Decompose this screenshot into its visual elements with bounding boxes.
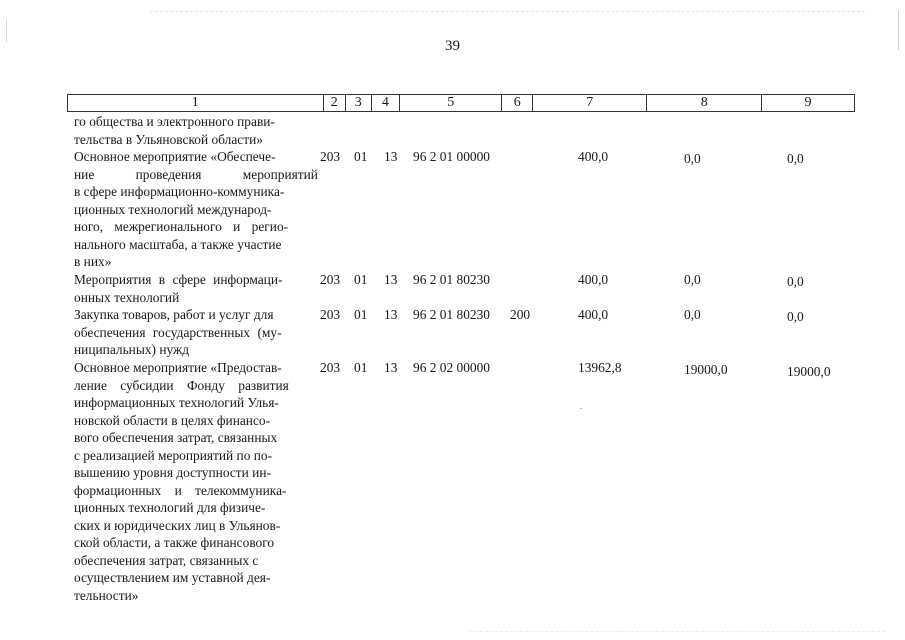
description-line: формационных и телекоммуника- bbox=[74, 482, 287, 498]
cell-col-5: 96 2 01 00000 bbox=[413, 149, 490, 164]
table-row bbox=[0, 113, 905, 147]
description-line: ного, межрегионального и регио- bbox=[74, 219, 289, 234]
scan-speck bbox=[580, 408, 582, 409]
cell-col-9: 0,0 bbox=[787, 151, 804, 166]
header-col-3: 3 bbox=[346, 95, 372, 112]
description-line: Основное мероприятие «Обеспече- bbox=[74, 149, 276, 164]
cell-col-5: 96 2 02 00000 bbox=[413, 360, 490, 375]
cell-col-3: 01 bbox=[354, 272, 368, 287]
scan-artifact-top bbox=[150, 11, 865, 12]
cell-col-4: 13 bbox=[384, 272, 398, 287]
cell-col-8: 19000,0 bbox=[684, 362, 728, 377]
cell-col-7: 400,0 bbox=[578, 272, 609, 287]
description-line: Закупка товаров, работ и услуг для bbox=[74, 307, 274, 322]
table-body bbox=[0, 113, 905, 603]
description-line: ционных технологий международ- bbox=[74, 201, 272, 217]
cell-col-4: 13 bbox=[384, 307, 398, 322]
description-line: вого обеспечения затрат, связанных bbox=[74, 430, 278, 445]
description-line: ской области, а также финансового bbox=[74, 535, 275, 550]
header-col-7: 7 bbox=[533, 95, 647, 112]
cell-col-3: 01 bbox=[354, 307, 368, 322]
cell-col-9: 19000,0 bbox=[787, 364, 831, 379]
cell-col-2: 203 bbox=[320, 149, 341, 164]
row-description bbox=[74, 306, 310, 359]
cell-col-8: 0,0 bbox=[684, 151, 701, 166]
header-col-5: 5 bbox=[400, 95, 502, 112]
page-number: 39 bbox=[445, 38, 460, 54]
header-col-6: 6 bbox=[502, 95, 533, 112]
description-line: тельности» bbox=[74, 587, 139, 603]
cell-col-8: 0,0 bbox=[684, 307, 701, 322]
table-row bbox=[0, 148, 905, 271]
description-line: новской области в целях финансо- bbox=[74, 412, 271, 428]
description-line: онных технологий bbox=[74, 289, 180, 305]
table-row bbox=[0, 359, 905, 603]
cell-col-9: 0,0 bbox=[787, 309, 804, 324]
cell-col-7: 400,0 bbox=[578, 149, 609, 164]
row-description bbox=[74, 113, 310, 148]
cell-col-9: 0,0 bbox=[787, 274, 804, 289]
description-line: ние проведения мероприятий bbox=[74, 166, 318, 182]
header-col-8: 8 bbox=[647, 95, 761, 112]
cell-col-8: 0,0 bbox=[684, 272, 701, 287]
cell-col-3: 01 bbox=[354, 149, 368, 164]
cell-col-7: 13962,8 bbox=[578, 360, 622, 375]
description-line: ление субсидии Фонду развития bbox=[74, 377, 289, 393]
table-row bbox=[0, 306, 905, 359]
description-line: ниципальных) нужд bbox=[74, 342, 190, 357]
header-col-2: 2 bbox=[323, 95, 345, 112]
cell-col-4: 13 bbox=[384, 360, 398, 375]
description-line: Основное мероприятие «Предостав- bbox=[74, 360, 282, 375]
cell-col-6: 200 bbox=[510, 307, 531, 322]
description-line: го общества и электронного прави- bbox=[74, 114, 275, 129]
description-line: ских и юридических лиц в Ульянов- bbox=[74, 517, 281, 533]
cell-col-4: 13 bbox=[384, 149, 398, 164]
description-line: в сфере информационно-коммуника- bbox=[74, 184, 285, 199]
row-description bbox=[74, 271, 310, 306]
description-line: информационных технологий Улья- bbox=[74, 395, 279, 410]
description-line: ционных технологий для физиче- bbox=[74, 500, 266, 515]
cell-col-5: 96 2 01 80230 bbox=[413, 272, 490, 287]
description-line: вышению уровня доступности ин- bbox=[74, 465, 271, 480]
description-line: обеспечения государственных (му- bbox=[74, 324, 282, 340]
cell-col-2: 203 bbox=[320, 272, 341, 287]
description-line: Мероприятия в сфере информаци- bbox=[74, 272, 283, 287]
cell-col-5: 96 2 01 80230 bbox=[413, 307, 490, 322]
description-line: тельства в Ульяновской области» bbox=[74, 131, 263, 147]
description-line: в них» bbox=[74, 254, 112, 269]
description-line: с реализацией мероприятий по по- bbox=[74, 447, 273, 463]
cell-col-2: 203 bbox=[320, 307, 341, 322]
description-line: нального масштаба, а также участие bbox=[74, 236, 282, 252]
scan-artifact-bottom bbox=[470, 631, 885, 632]
cell-col-2: 203 bbox=[320, 360, 341, 375]
header-col-4: 4 bbox=[371, 95, 400, 112]
row-description bbox=[74, 148, 318, 271]
header-col-9: 9 bbox=[761, 95, 854, 112]
table-header-row bbox=[67, 94, 855, 112]
header-col-1: 1 bbox=[68, 95, 324, 112]
row-description bbox=[74, 359, 310, 604]
cell-col-7: 400,0 bbox=[578, 307, 609, 322]
description-line: осуществлением им уставной дея- bbox=[74, 570, 271, 585]
table-row bbox=[0, 271, 905, 306]
description-line: обеспечения затрат, связанных с bbox=[74, 552, 259, 568]
cell-col-3: 01 bbox=[354, 360, 368, 375]
